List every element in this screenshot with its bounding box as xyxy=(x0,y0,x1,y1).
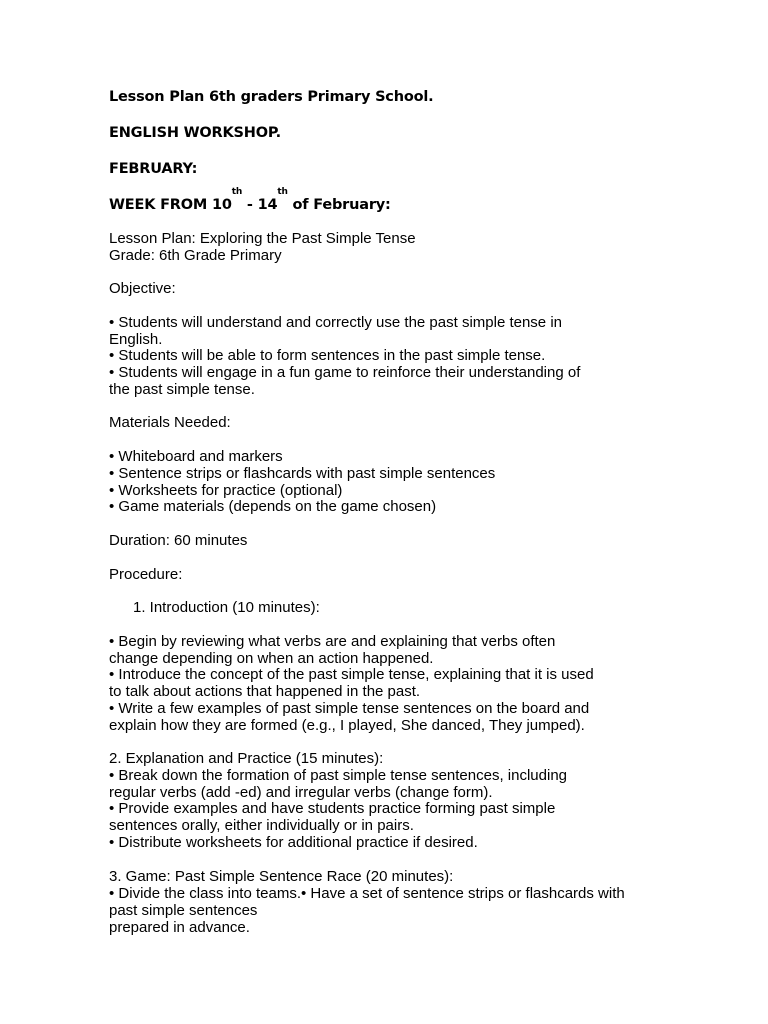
week-sup-start: th xyxy=(231,187,243,197)
week-suffix: of February: xyxy=(287,197,391,213)
step2-line: regular verbs (add -ed) and irregular verbs (change form). xyxy=(109,784,493,801)
material-item: • Worksheets for practice (optional) xyxy=(109,482,343,499)
workshop-heading: ENGLISH WORKSHOP. xyxy=(109,125,281,141)
week-sup-end: th xyxy=(277,187,288,197)
duration-line: Duration: 60 minutes xyxy=(109,532,248,549)
week-heading xyxy=(109,187,391,214)
step3-line: past simple sentences xyxy=(109,902,258,919)
objective-line: the past simple tense. xyxy=(109,381,255,398)
objective-line: • Students will engage in a fun game to reinforce their understanding of xyxy=(109,364,581,381)
objective-line: • Students will be able to form sentences in the past simple tense. xyxy=(109,347,546,364)
material-item: • Game materials (depends on the game chosen) xyxy=(109,498,437,515)
week-prefix: WEEK FROM 10 xyxy=(109,197,232,213)
grade-line: Grade: 6th Grade Primary xyxy=(109,247,282,264)
step1-line: • Begin by reviewing what verbs are and explaining that verbs often xyxy=(109,633,556,650)
step2-line: • Break down the formation of past simple tense sentences, including xyxy=(109,767,568,784)
step3-line: • Divide the class into teams.• Have a set of sentence strips or flashcards with xyxy=(109,885,625,902)
step2-title: 2. Explanation and Practice (15 minutes): xyxy=(109,750,384,767)
week-middle: - 14 xyxy=(242,197,278,213)
step1-line: • Write a few examples of past simple tense sentences on the board and xyxy=(109,700,590,717)
step1-title: 1. Introduction (10 minutes): xyxy=(133,599,320,616)
objective-line: • Students will understand and correctly use the past simple tense in xyxy=(109,314,562,331)
objective-line: English. xyxy=(109,331,163,348)
month-heading: FEBRUARY: xyxy=(109,161,198,177)
material-item: • Whiteboard and markers xyxy=(109,448,283,465)
step1-line: • Introduce the concept of the past simple tense, explaining that it is used xyxy=(109,666,594,683)
lesson-plan-title: Lesson Plan: Exploring the Past Simple Tense xyxy=(109,230,416,247)
step3-line: prepared in advance. xyxy=(109,919,250,936)
procedure-label: Procedure: xyxy=(109,566,183,583)
step1-line: change depending on when an action happened. xyxy=(109,650,434,667)
step1-line: explain how they are formed (e.g., I played, She danced, They jumped). xyxy=(109,717,585,734)
objective-label: Objective: xyxy=(109,280,176,297)
step2-line: • Provide examples and have students practice forming past simple xyxy=(109,800,556,817)
materials-label: Materials Needed: xyxy=(109,414,231,431)
document-title: Lesson Plan 6th graders Primary School. xyxy=(109,89,434,105)
step1-line: to talk about actions that happened in the past. xyxy=(109,683,421,700)
step2-line: sentences orally, either individually or in pairs. xyxy=(109,817,414,834)
material-item: • Sentence strips or flashcards with past simple sentences xyxy=(109,465,496,482)
step2-line: • Distribute worksheets for additional practice if desired. xyxy=(109,834,478,851)
step3-title: 3. Game: Past Simple Sentence Race (20 minutes): xyxy=(109,868,454,885)
